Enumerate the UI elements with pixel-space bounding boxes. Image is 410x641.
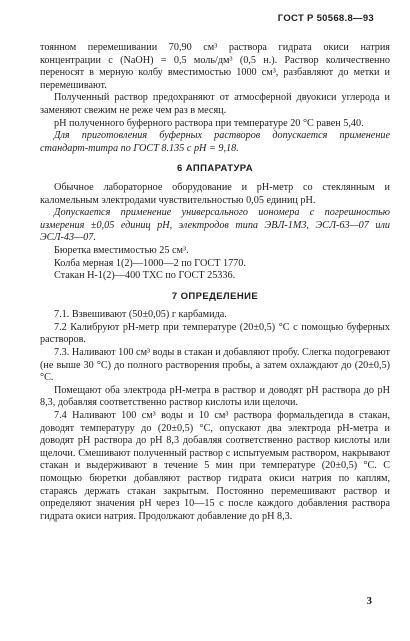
page-number: 3 xyxy=(366,595,372,607)
paragraph: Обычное лабораторное оборудование и pH-метр со стеклянным и каломельным электродами чувствительностью 0,05 единиц pH. xyxy=(40,181,390,206)
section-6-title: 6 АППАРАТУРА xyxy=(177,163,253,175)
paragraph: Бюретка вместимостью 25 см³. xyxy=(54,244,189,256)
paragraph: 7.2 Калибруют pH-метр при температуре (20±0,5) °С с помощью буферных растворов. xyxy=(40,321,390,346)
paragraph: Полученный раствор предохраняют от атмосферной двуокиси углерода и заменяют свежим не реже чем раз в месяц. xyxy=(40,92,390,116)
paragraph: pH полученного буферного раствора при температуре 20 °С равен 5,40. xyxy=(54,117,364,129)
paragraph: Колба мерная 1(2)—1000—2 по ГОСТ 1770. xyxy=(54,257,246,269)
section-7-title: 7 ОПРЕДЕЛЕНИЕ xyxy=(171,290,259,302)
body-text xyxy=(40,42,390,523)
paragraph: 7.1. Взвешивают (50±0,05) г карбамида. xyxy=(54,309,227,321)
italic-note: Для приготовления буферных растворов допускается применение стандарт-титра по ГОСТ 8.135 с pH = 9,18. xyxy=(40,130,390,154)
page-header: ГОСТ Р 50568.8—93 xyxy=(277,13,374,24)
paragraph: Стакан Н-1(2)—400 ТХС по ГОСТ 25336. xyxy=(54,270,236,282)
paragraph: 7.3. Наливают 100 см³ воды в стакан и добавляют пробу. Слегка подогревают (не выше 30 °С) до полного растворения пробы, а затем охлаждают до (20±0,5)°С. xyxy=(40,347,390,384)
paragraph: 7.4 Наливают 100 см³ воды и 10 см³ раствора формальдегида в стакан, доводят температуру до (20±0,5) °С, опускают два электрода pH-метра и доводят pH раствора до pH 8,3 добавляя соответственно раствор кислоты или щелочи. Смешивают полученный раствор с испытуемым раствором, накрывают стакан и выдерживают в течение 5 мин при температуре (20±0,5) °С. С помощью бюретки добавляют раствор гидрата окиси натрия по каплям, стараясь держать стакан закрытым. Постоянно перемешивают раствор и определяют значения pH через 10—15 с после каждого добавления раствора гидрата окиси натрия. Продолжают добавление до pH 8,3. xyxy=(40,410,390,522)
italic-note: Допускается применение универсального иономера с погрешностью измерения ±0,05 единиц pH, электродов типа ЭВЛ-1М3, ЭСЛ-63—07 или ЭСЛ-43—07. xyxy=(40,207,390,244)
paragraph: тоянном перемешивании 70,90 см³ раствора гидрата окиси натрия концентрации с (NaOH) = 0,5 моль/дм³ (0,5 н.). Раствор количественно переносят в мерную колбу вместимостью 1000 см³, разбавляют до метки и перемешивают. xyxy=(40,42,390,91)
paragraph: Помещают оба электрода pH-метра в раствор и доводят pH раствора до pH 8,3, добавляя соответственно раствор кислоты или щелочи. xyxy=(40,384,390,409)
